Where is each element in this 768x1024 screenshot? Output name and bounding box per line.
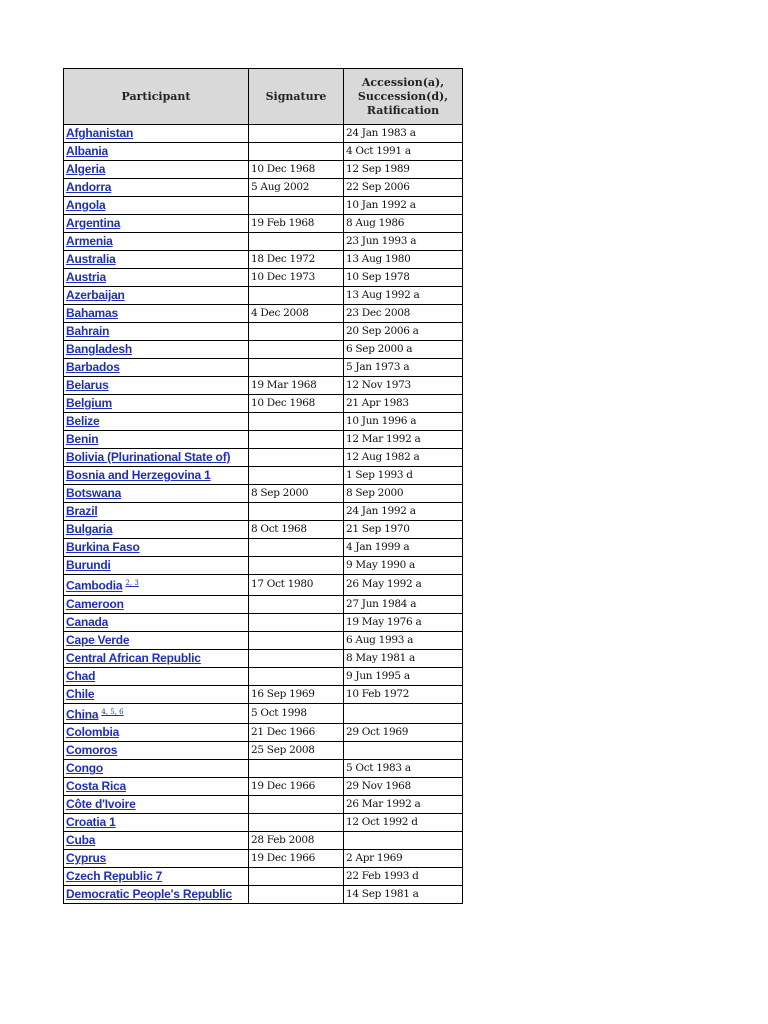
table-row (64, 760, 463, 778)
accession-cell: 13 Aug 1992 a (344, 287, 463, 305)
table-row (64, 778, 463, 796)
participant-link[interactable]: Bahrain (66, 324, 110, 338)
accession-cell: 27 Jun 1984 a (344, 595, 463, 613)
signature-cell: 8 Sep 2000 (249, 485, 344, 503)
accession-cell: 29 Nov 1968 (344, 778, 463, 796)
participant-link[interactable]: Costa Rica (66, 779, 127, 794)
table-row (64, 179, 463, 197)
table-row (64, 503, 463, 521)
participant-cell (64, 485, 249, 503)
participant-link[interactable]: Bolivia (Plurinational State of) (66, 450, 231, 464)
table-row (64, 521, 463, 539)
participant-cell (64, 778, 249, 796)
signature-cell (249, 595, 344, 613)
accession-cell: 4 Jan 1999 a (344, 539, 463, 557)
table-row (64, 449, 463, 467)
accession-cell: 13 Aug 1980 (344, 251, 463, 269)
table-row (64, 850, 463, 868)
table-row (64, 233, 463, 251)
participant-cell (64, 521, 249, 539)
participant-link[interactable]: Cameroon (66, 596, 124, 611)
signature-cell (249, 613, 344, 631)
participant-link[interactable]: Chile (66, 686, 95, 701)
table-row (64, 595, 463, 613)
accession-cell: 8 May 1981 a (344, 649, 463, 667)
table-row (64, 341, 463, 359)
participant-cell (64, 359, 249, 377)
participant-cell (64, 539, 249, 557)
accession-cell: 14 Sep 1981 a (344, 886, 463, 904)
table-row (64, 251, 463, 269)
participant-link[interactable]: Côte d'Ivoire (66, 797, 136, 812)
participant-link[interactable]: Andorra (66, 180, 112, 194)
participant-link[interactable]: Belgium (66, 396, 112, 410)
accession-cell: 29 Oct 1969 (344, 724, 463, 742)
signature-cell (249, 814, 344, 832)
participant-link[interactable]: Chad (66, 668, 96, 683)
participant-cell (64, 724, 249, 742)
accession-cell: 20 Sep 2006 a (344, 323, 463, 341)
accession-cell (344, 703, 463, 724)
accession-cell: 1 Sep 1993 d (344, 467, 463, 485)
table-row (64, 814, 463, 832)
participant-link[interactable]: Australia (66, 252, 116, 266)
table-row (64, 467, 463, 485)
signature-cell: 10 Dec 1968 (249, 395, 344, 413)
signature-cell (249, 649, 344, 667)
accession-cell: 23 Dec 2008 (344, 305, 463, 323)
table-row (64, 724, 463, 742)
accession-cell: 10 Jan 1992 a (344, 197, 463, 215)
table-row (64, 125, 463, 143)
accession-cell: 24 Jan 1992 a (344, 503, 463, 521)
participant-cell (64, 503, 249, 521)
participant-link[interactable]: Bangladesh (66, 342, 133, 356)
participant-cell (64, 413, 249, 431)
table-body (64, 125, 463, 904)
participant-cell (64, 143, 249, 161)
accession-cell (344, 742, 463, 760)
participant-link[interactable]: Austria (66, 270, 106, 284)
accession-cell: 6 Aug 1993 a (344, 631, 463, 649)
table-row (64, 287, 463, 305)
table-row (64, 323, 463, 341)
accession-cell: 12 Mar 1992 a (344, 431, 463, 449)
footnote-link[interactable]: 2, 3 (125, 579, 139, 587)
accession-cell: 2 Apr 1969 (344, 850, 463, 868)
signature-cell: 4 Dec 2008 (249, 305, 344, 323)
participant-link[interactable]: Comoros (66, 743, 118, 758)
participant-link[interactable]: Belarus (66, 378, 109, 392)
table-row (64, 377, 463, 395)
signature-cell (249, 341, 344, 359)
participant-column-header: Participant (64, 69, 249, 125)
signature-cell: 10 Dec 1968 (249, 161, 344, 179)
participant-cell (64, 179, 249, 197)
accession-cell: 12 Aug 1982 a (344, 449, 463, 467)
signature-cell (249, 886, 344, 904)
table-row (64, 667, 463, 685)
accession-cell: 5 Oct 1983 a (344, 760, 463, 778)
accession-cell: 10 Jun 1996 a (344, 413, 463, 431)
participant-link[interactable]: Cyprus (66, 851, 107, 866)
accession-cell: 19 May 1976 a (344, 613, 463, 631)
table-row (64, 143, 463, 161)
signature-cell (249, 359, 344, 377)
participant-cell (64, 395, 249, 413)
table-row (64, 575, 463, 596)
table-row (64, 886, 463, 904)
accession-cell: 10 Sep 1978 (344, 269, 463, 287)
participant-link[interactable]: Burkina Faso (66, 540, 140, 554)
accession-cell (344, 832, 463, 850)
participant-cell (64, 685, 249, 703)
accession-column-header: Accession(a), Succession(d), Ratification (344, 69, 463, 125)
table-row (64, 215, 463, 233)
table-row (64, 431, 463, 449)
table-row (64, 631, 463, 649)
accession-cell: 4 Oct 1991 a (344, 143, 463, 161)
participant-cell (64, 341, 249, 359)
accession-cell: 8 Sep 2000 (344, 485, 463, 503)
participant-link[interactable]: Afghanistan (66, 126, 134, 140)
participant-cell (64, 557, 249, 575)
signature-cell (249, 557, 344, 575)
signature-cell: 5 Aug 2002 (249, 179, 344, 197)
participant-link[interactable]: Azerbaijan (66, 288, 125, 302)
participant-link[interactable]: Czech Republic 7 (66, 869, 163, 884)
participant-link[interactable]: Cambodia (66, 578, 123, 593)
participant-link[interactable]: Benin (66, 432, 99, 446)
participants-table (63, 68, 463, 904)
signature-cell (249, 197, 344, 215)
participant-link[interactable]: China (66, 707, 99, 722)
table-row (64, 703, 463, 724)
participant-cell (64, 287, 249, 305)
participant-link[interactable]: Albania (66, 144, 108, 158)
accession-cell: 21 Apr 1983 (344, 395, 463, 413)
participant-cell (64, 269, 249, 287)
accession-cell: 22 Sep 2006 (344, 179, 463, 197)
signature-cell: 18 Dec 1972 (249, 251, 344, 269)
signature-cell (249, 449, 344, 467)
participant-cell (64, 796, 249, 814)
table-row (64, 868, 463, 886)
table-row (64, 742, 463, 760)
signature-cell: 19 Dec 1966 (249, 850, 344, 868)
signature-cell: 25 Sep 2008 (249, 742, 344, 760)
table-row (64, 685, 463, 703)
participant-link[interactable]: Central African Republic (66, 650, 201, 665)
participant-cell (64, 449, 249, 467)
signature-cell (249, 287, 344, 305)
signature-cell (249, 431, 344, 449)
accession-cell: 23 Jun 1993 a (344, 233, 463, 251)
table-row (64, 395, 463, 413)
signature-cell (249, 868, 344, 886)
accession-cell: 5 Jan 1973 a (344, 359, 463, 377)
participant-cell (64, 233, 249, 251)
signature-cell: 10 Dec 1973 (249, 269, 344, 287)
participant-cell (64, 595, 249, 613)
participant-link[interactable]: Botswana (66, 486, 122, 500)
table-row (64, 197, 463, 215)
participant-link[interactable]: Democratic People's Republic (66, 887, 232, 902)
participant-link[interactable]: Cape Verde (66, 632, 130, 647)
signature-cell (249, 760, 344, 778)
participant-link[interactable]: Angola (66, 198, 106, 212)
participant-cell (64, 323, 249, 341)
accession-cell: 8 Aug 1986 (344, 215, 463, 233)
participant-link[interactable]: Colombia (66, 725, 120, 740)
table-row (64, 359, 463, 377)
signature-cell: 21 Dec 1966 (249, 724, 344, 742)
accession-cell: 26 May 1992 a (344, 575, 463, 596)
table-row (64, 649, 463, 667)
participant-cell (64, 467, 249, 485)
table-row (64, 161, 463, 179)
participant-cell (64, 742, 249, 760)
participant-cell (64, 575, 249, 596)
participant-cell (64, 649, 249, 667)
participant-cell (64, 197, 249, 215)
accession-cell: 22 Feb 1993 d (344, 868, 463, 886)
participant-cell (64, 161, 249, 179)
accession-cell: 24 Jan 1983 a (344, 125, 463, 143)
participant-link[interactable]: Canada (66, 614, 109, 629)
participant-link[interactable]: Bosnia and Herzegovina 1 (66, 468, 211, 482)
signature-cell (249, 323, 344, 341)
participant-cell (64, 850, 249, 868)
participant-cell (64, 613, 249, 631)
signature-cell: 19 Dec 1966 (249, 778, 344, 796)
signature-cell: 16 Sep 1969 (249, 685, 344, 703)
participant-link[interactable]: Burundi (66, 558, 111, 572)
participant-cell (64, 667, 249, 685)
signature-cell (249, 233, 344, 251)
signature-cell (249, 796, 344, 814)
accession-cell: 9 May 1990 a (344, 557, 463, 575)
table-row (64, 413, 463, 431)
accession-cell: 12 Sep 1989 (344, 161, 463, 179)
participant-link[interactable]: Congo (66, 761, 103, 776)
table-row (64, 557, 463, 575)
participant-cell (64, 814, 249, 832)
accession-cell: 12 Nov 1973 (344, 377, 463, 395)
signature-cell: 28 Feb 2008 (249, 832, 344, 850)
accession-cell: 9 Jun 1995 a (344, 667, 463, 685)
participant-link[interactable]: Croatia 1 (66, 815, 116, 830)
table-row (64, 613, 463, 631)
signature-cell (249, 667, 344, 685)
table-row (64, 796, 463, 814)
signature-cell (249, 413, 344, 431)
signature-cell (249, 125, 344, 143)
participant-link[interactable]: Cuba (66, 833, 96, 848)
table-row (64, 485, 463, 503)
accession-cell: 21 Sep 1970 (344, 521, 463, 539)
signature-cell (249, 631, 344, 649)
signature-column-header: Signature (249, 69, 344, 125)
participant-link[interactable]: Bahamas (66, 306, 118, 320)
participant-link[interactable]: Armenia (66, 234, 113, 248)
signature-cell: 17 Oct 1980 (249, 575, 344, 596)
table-header-row (64, 69, 463, 125)
table-row (64, 832, 463, 850)
accession-cell: 12 Oct 1992 d (344, 814, 463, 832)
accession-cell: 10 Feb 1972 (344, 685, 463, 703)
signature-cell: 8 Oct 1968 (249, 521, 344, 539)
signature-cell: 5 Oct 1998 (249, 703, 344, 724)
signature-cell (249, 143, 344, 161)
participant-cell (64, 760, 249, 778)
participant-link[interactable]: Argentina (66, 216, 121, 230)
signature-cell: 19 Feb 1968 (249, 215, 344, 233)
table-row (64, 305, 463, 323)
participant-cell (64, 868, 249, 886)
accession-cell: 6 Sep 2000 a (344, 341, 463, 359)
participant-link[interactable]: Barbados (66, 360, 120, 374)
participant-cell (64, 125, 249, 143)
participant-cell (64, 305, 249, 323)
signature-cell: 19 Mar 1968 (249, 377, 344, 395)
signature-cell (249, 539, 344, 557)
participant-cell (64, 377, 249, 395)
participant-link[interactable]: Brazil (66, 504, 98, 518)
table-row (64, 269, 463, 287)
participant-cell (64, 631, 249, 649)
participant-cell (64, 832, 249, 850)
participant-cell (64, 886, 249, 904)
participant-link[interactable]: Bulgaria (66, 522, 113, 536)
accession-cell: 26 Mar 1992 a (344, 796, 463, 814)
participant-cell (64, 215, 249, 233)
participant-link[interactable]: Belize (66, 414, 100, 428)
signature-cell (249, 467, 344, 485)
footnote-link[interactable]: 4, 5, 6 (101, 707, 124, 716)
participant-cell (64, 431, 249, 449)
table-row (64, 539, 463, 557)
participant-cell (64, 251, 249, 269)
participant-cell (64, 703, 249, 724)
participant-link[interactable]: Algeria (66, 162, 106, 176)
signature-cell (249, 503, 344, 521)
